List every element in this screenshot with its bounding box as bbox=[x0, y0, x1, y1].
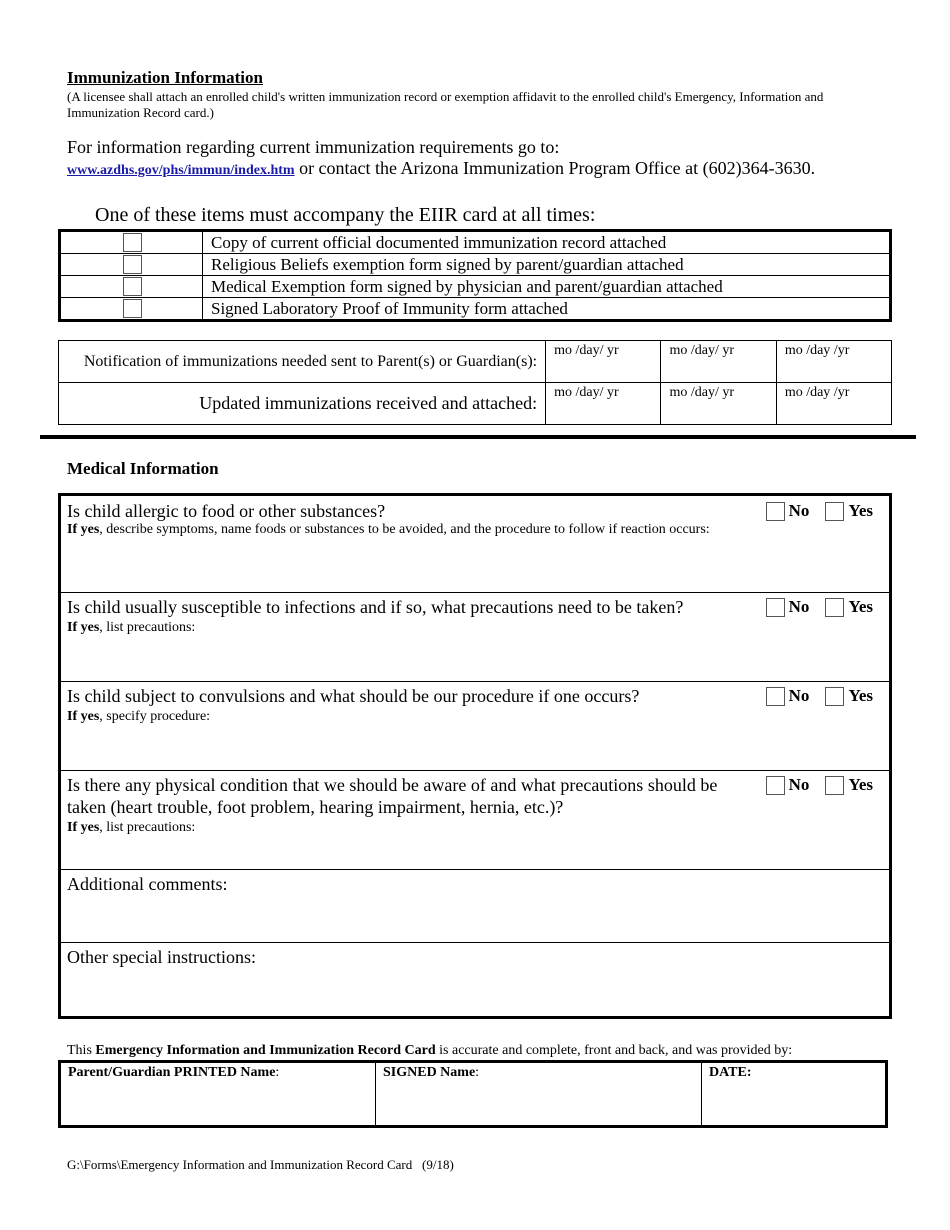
item-row bbox=[60, 254, 891, 276]
convulsion-section bbox=[61, 681, 889, 771]
item-label: Signed Laboratory Proof of Immunity form attached bbox=[203, 298, 891, 321]
date-signature-field[interactable] bbox=[702, 1062, 887, 1127]
signature-table bbox=[58, 1060, 888, 1128]
yes-option[interactable] bbox=[825, 597, 873, 617]
item-row bbox=[60, 231, 891, 254]
date-label: DATE: bbox=[709, 1065, 752, 1080]
medical-heading: Medical Information bbox=[67, 459, 219, 478]
if-yes-label: If yes bbox=[67, 522, 100, 537]
medical-questions-box bbox=[58, 493, 892, 1019]
date-field[interactable]: mo /day/ yr bbox=[546, 383, 661, 425]
if-yes-label: If yes bbox=[67, 709, 100, 724]
yes-no-group bbox=[766, 597, 873, 617]
info-line-1: For information regarding current immunization requirements go to: bbox=[67, 137, 560, 157]
footer-path: G:\Forms\Emergency Information and Immunization Record Card (9/18) bbox=[67, 1157, 454, 1172]
additional-comments-section[interactable] bbox=[61, 869, 889, 943]
yes-label: Yes bbox=[848, 775, 873, 794]
info-line-2-rest: or contact the Arizona Immunization Program Office at (602)364-3630. bbox=[294, 158, 816, 178]
item-checkbox-cell bbox=[60, 231, 203, 254]
yes-no-group bbox=[766, 686, 873, 706]
no-checkbox[interactable] bbox=[766, 502, 785, 521]
no-checkbox[interactable] bbox=[766, 598, 785, 617]
item-checkbox-cell bbox=[60, 276, 203, 298]
no-option[interactable] bbox=[766, 501, 810, 521]
item-label: Medical Exemption form signed by physician and parent/guardian attached bbox=[203, 276, 891, 298]
if-yes-label: If yes bbox=[67, 820, 100, 835]
immunization-heading: Immunization Information bbox=[67, 68, 263, 87]
yes-no-group bbox=[766, 501, 873, 521]
additional-comments-label: Additional comments: bbox=[67, 874, 228, 894]
question-subtext bbox=[67, 620, 195, 636]
item-checkbox[interactable] bbox=[123, 299, 142, 318]
yes-label: Yes bbox=[848, 501, 873, 520]
no-checkbox[interactable] bbox=[766, 687, 785, 706]
card-name: Emergency Information and Immunization Record Card bbox=[95, 1043, 436, 1058]
immunization-items-table bbox=[58, 229, 892, 322]
question-subtext bbox=[67, 820, 195, 836]
notification-label: Notification of immunizations needed sent to Parent(s) or Guardian(s): bbox=[59, 341, 546, 383]
item-checkbox-cell bbox=[60, 298, 203, 321]
yes-checkbox[interactable] bbox=[825, 687, 844, 706]
no-option[interactable] bbox=[766, 686, 810, 706]
question-subtext bbox=[67, 709, 210, 725]
question-text: Is child allergic to food or other substances? bbox=[67, 501, 386, 521]
info-line-2 bbox=[67, 158, 815, 179]
no-option[interactable] bbox=[766, 597, 810, 617]
signature-row bbox=[60, 1062, 887, 1127]
yes-checkbox[interactable] bbox=[825, 776, 844, 795]
yes-checkbox[interactable] bbox=[825, 502, 844, 521]
yes-checkbox[interactable] bbox=[825, 598, 844, 617]
date-field[interactable]: mo /day/ yr bbox=[546, 341, 661, 383]
no-label: No bbox=[788, 775, 810, 794]
azdhs-link[interactable]: www.azdhs.gov/phs/immun/index.htm bbox=[67, 163, 295, 178]
updated-row bbox=[59, 383, 892, 425]
date-field[interactable]: mo /day/ yr bbox=[661, 383, 776, 425]
colon: : bbox=[475, 1065, 480, 1080]
item-checkbox[interactable] bbox=[123, 233, 142, 252]
yes-label: Yes bbox=[848, 686, 873, 705]
no-checkbox[interactable] bbox=[766, 776, 785, 795]
immunization-note: (A licensee shall attach an enrolled child's written immunization record or exemption affidavit to the enrolled child's Emergency, Information and Immunization Record card.) bbox=[67, 89, 824, 120]
question-text: Is child subject to convulsions and what should be our procedure if one occurs? bbox=[67, 686, 640, 706]
date-field[interactable]: mo /day/ yr bbox=[661, 341, 776, 383]
no-label: No bbox=[788, 501, 810, 520]
question-text: Is child usually susceptible to infections and if so, what precautions need to be taken? bbox=[67, 597, 684, 617]
item-label: Religious Beliefs exemption form signed by parent/guardian attached bbox=[203, 254, 891, 276]
if-yes-label: If yes bbox=[67, 620, 100, 635]
physical-condition-section bbox=[61, 770, 889, 870]
printed-name-label: Parent/Guardian PRINTED Name bbox=[68, 1065, 276, 1080]
accompany-heading: One of these items must accompany the EIIR card at all times: bbox=[95, 204, 596, 226]
yes-option[interactable] bbox=[825, 775, 873, 795]
item-checkbox-cell bbox=[60, 254, 203, 276]
infection-section bbox=[61, 592, 889, 682]
notification-row bbox=[59, 341, 892, 383]
item-label: Copy of current official documented immunization record attached bbox=[203, 231, 891, 254]
signed-name-label: SIGNED Name bbox=[383, 1065, 476, 1080]
special-instructions-label: Other special instructions: bbox=[67, 947, 256, 967]
subtext-body: , specify procedure: bbox=[99, 709, 211, 724]
section-divider bbox=[40, 435, 916, 439]
no-option[interactable] bbox=[766, 775, 810, 795]
printed-name-field[interactable] bbox=[60, 1062, 376, 1127]
no-label: No bbox=[788, 686, 810, 705]
question-subtext bbox=[67, 522, 710, 538]
item-row bbox=[60, 298, 891, 321]
date-field[interactable]: mo /day /yr bbox=[776, 341, 891, 383]
yes-option[interactable] bbox=[825, 686, 873, 706]
attestation-suffix: is accurate and complete, front and back, and was provided by: bbox=[435, 1043, 793, 1058]
item-row bbox=[60, 276, 891, 298]
question-text: Is there any physical condition that we should be aware of and what precautions should be taken (heart trouble, foot problem, hearing impairment, hernia, etc.)? bbox=[67, 775, 718, 817]
updated-label: Updated immunizations received and attached: bbox=[59, 383, 546, 425]
colon: : bbox=[275, 1065, 280, 1080]
allergy-section bbox=[61, 496, 889, 593]
immunization-dates-table bbox=[58, 340, 892, 425]
item-checkbox[interactable] bbox=[123, 255, 142, 274]
subtext-body: , list precautions: bbox=[99, 620, 196, 635]
yes-label: Yes bbox=[848, 597, 873, 616]
subtext-body: , list precautions: bbox=[99, 820, 196, 835]
signed-name-field[interactable] bbox=[376, 1062, 702, 1127]
yes-option[interactable] bbox=[825, 501, 873, 521]
attestation-text bbox=[67, 1043, 792, 1059]
subtext-body: , describe symptoms, name foods or substances to be avoided, and the procedure to follow if reaction occurs: bbox=[99, 522, 710, 537]
date-field[interactable]: mo /day /yr bbox=[776, 383, 891, 425]
special-instructions-section[interactable] bbox=[61, 942, 889, 1016]
item-checkbox[interactable] bbox=[123, 277, 142, 296]
attestation-prefix: This bbox=[67, 1043, 96, 1058]
no-label: No bbox=[788, 597, 810, 616]
yes-no-group bbox=[766, 775, 873, 795]
